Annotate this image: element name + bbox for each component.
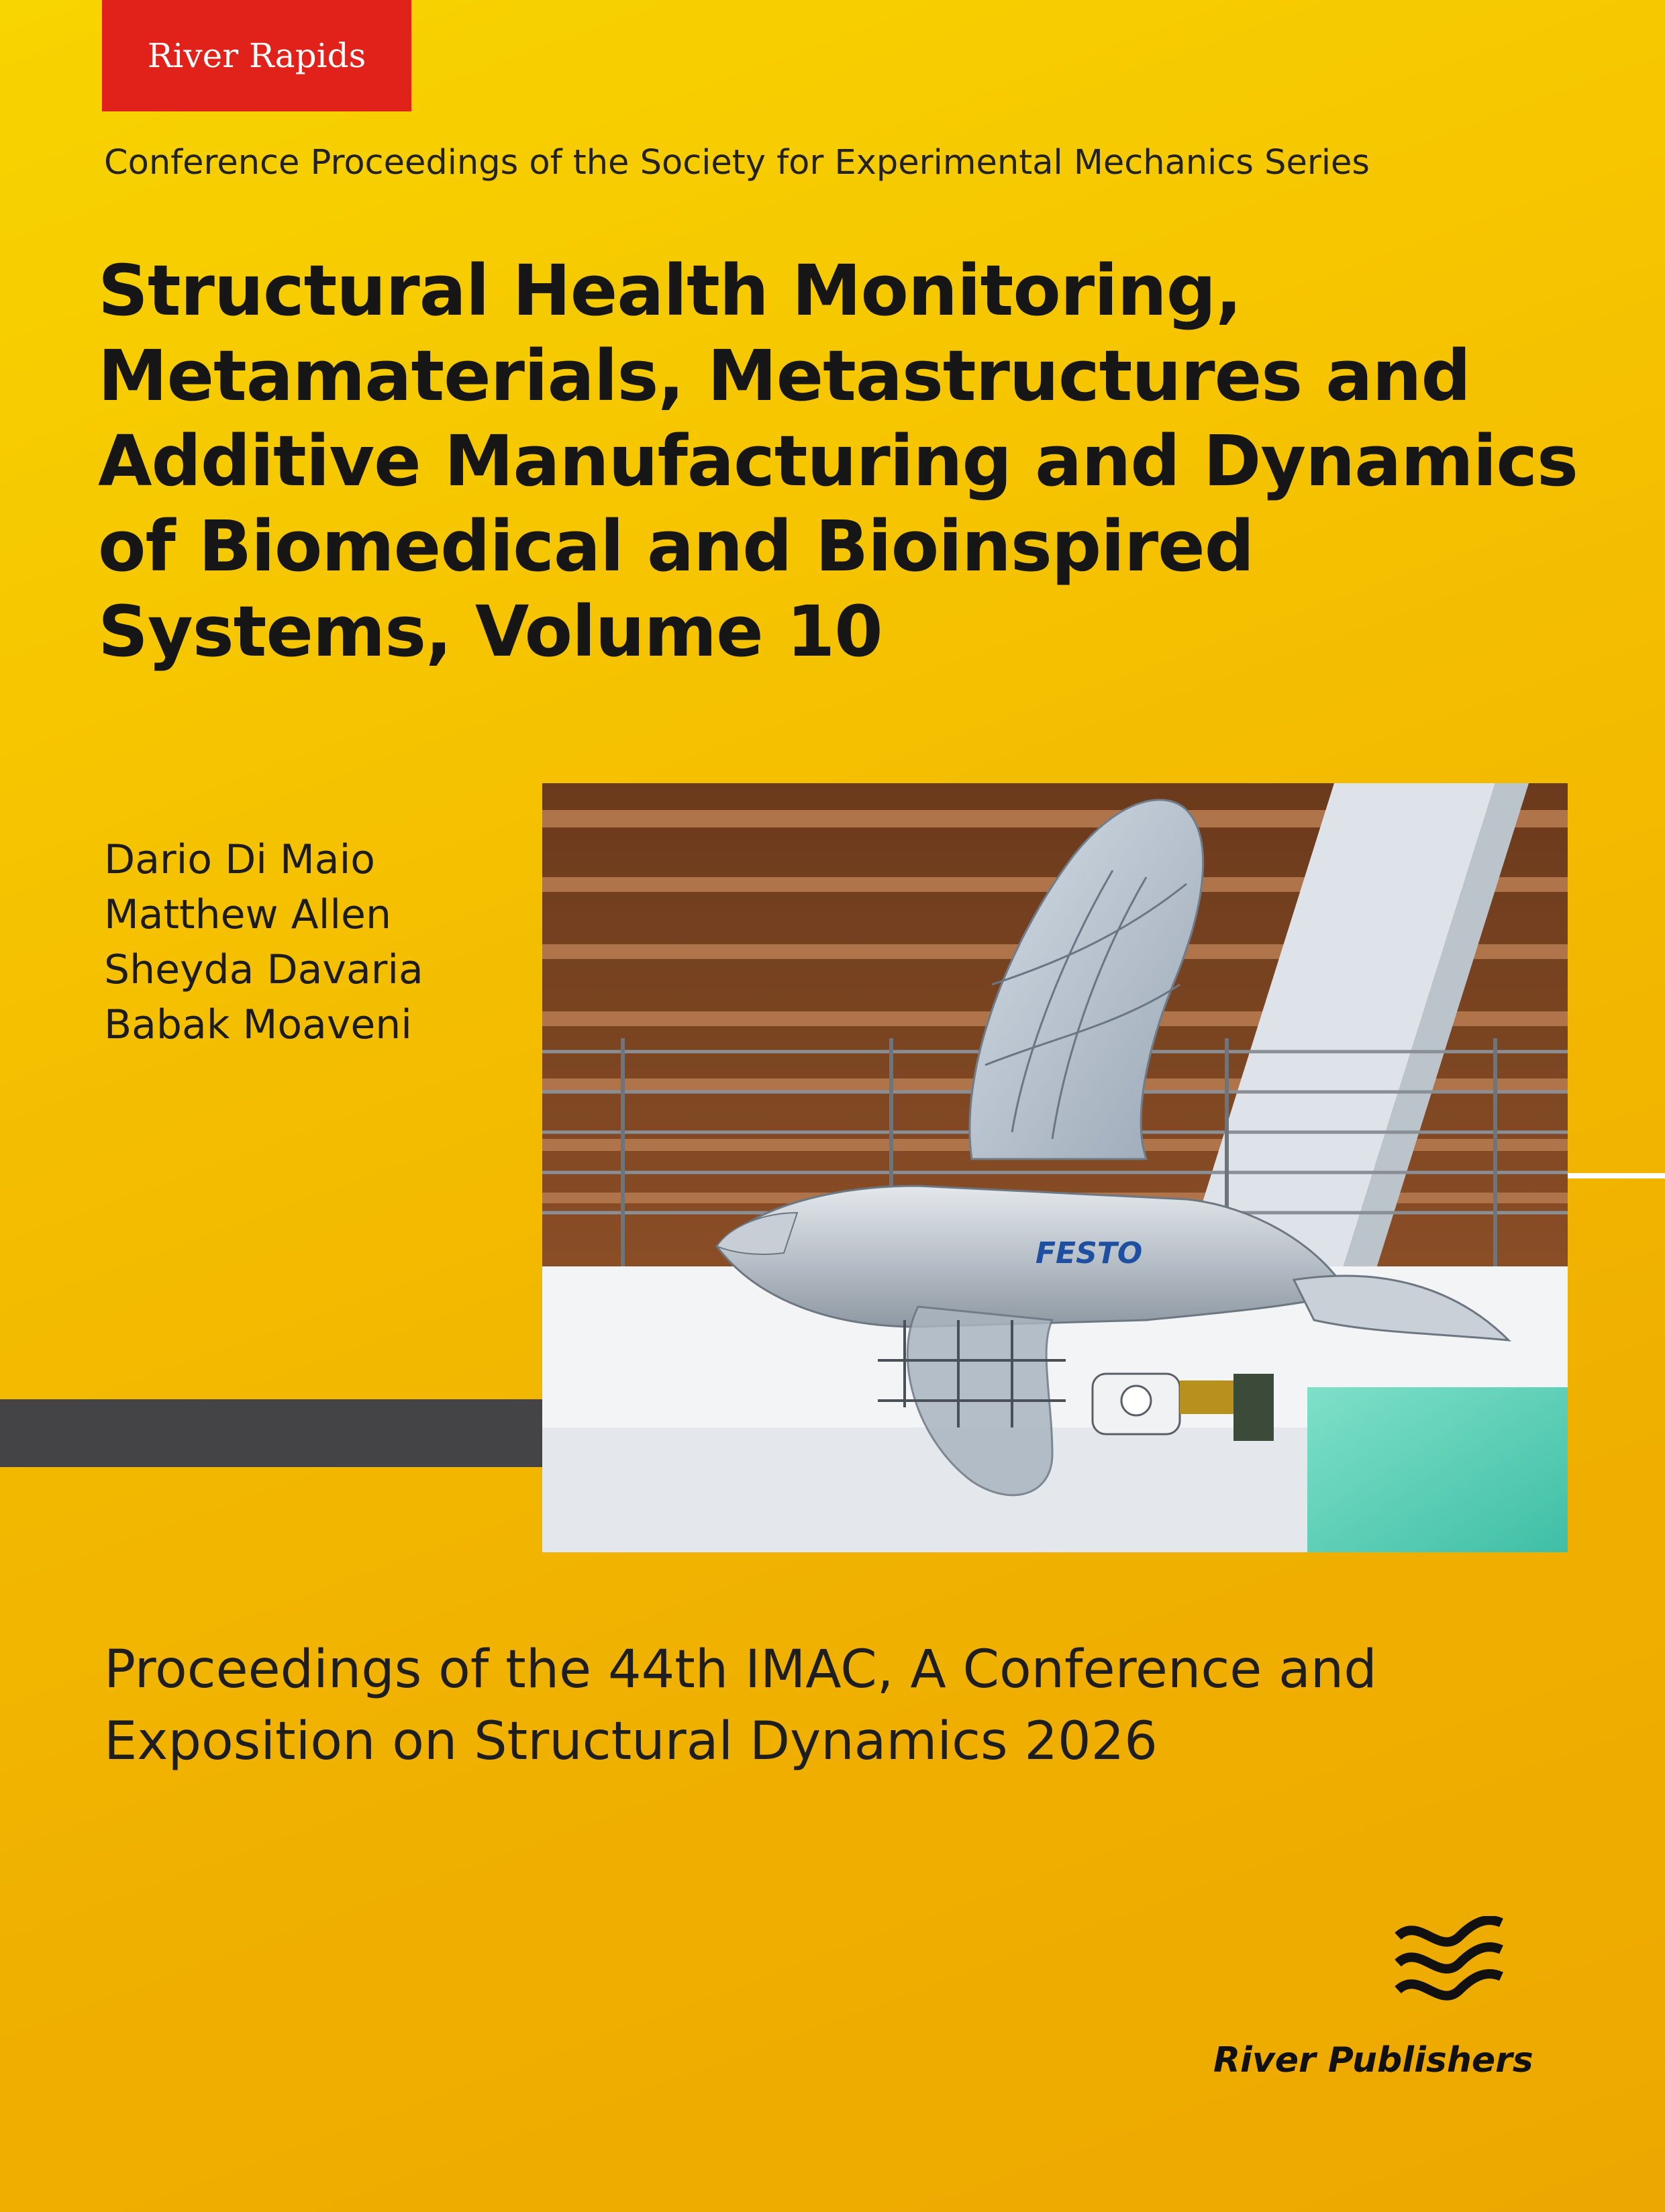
book-title: Structural Health Monitoring, Metamaterials, Metastructures and Additive Manufacturing and Dynamics of Biomedical and Bioinspired Systems, Volume 10 — [98, 250, 1578, 672]
decorative-line — [1568, 1173, 1665, 1178]
author-name: Dario Di Maio — [104, 836, 375, 883]
series-badge-label: River Rapids — [147, 36, 366, 75]
cover-photo-robotic-bird — [542, 783, 1568, 1552]
author-list — [104, 832, 423, 1052]
river-waves-icon — [1393, 1916, 1507, 2010]
author-name: Babak Moaveni — [104, 1001, 412, 1048]
publisher-name: River Publishers — [1213, 2040, 1533, 2080]
series-title: Conference Proceedings of the Society for Experimental Mechanics Series — [104, 143, 1370, 183]
series-badge — [102, 0, 411, 111]
decorative-stripe — [0, 1399, 542, 1467]
proceedings-subtitle: Proceedings of the 44th IMAC, A Conference and Exposition on Structural Dynamics 2026 — [104, 1640, 1377, 1772]
author-name: Matthew Allen — [104, 891, 391, 938]
festo-label: FESTO — [1036, 1236, 1143, 1270]
robotic-bird-illustration — [542, 783, 1568, 1552]
author-name: Sheyda Davaria — [104, 946, 423, 993]
